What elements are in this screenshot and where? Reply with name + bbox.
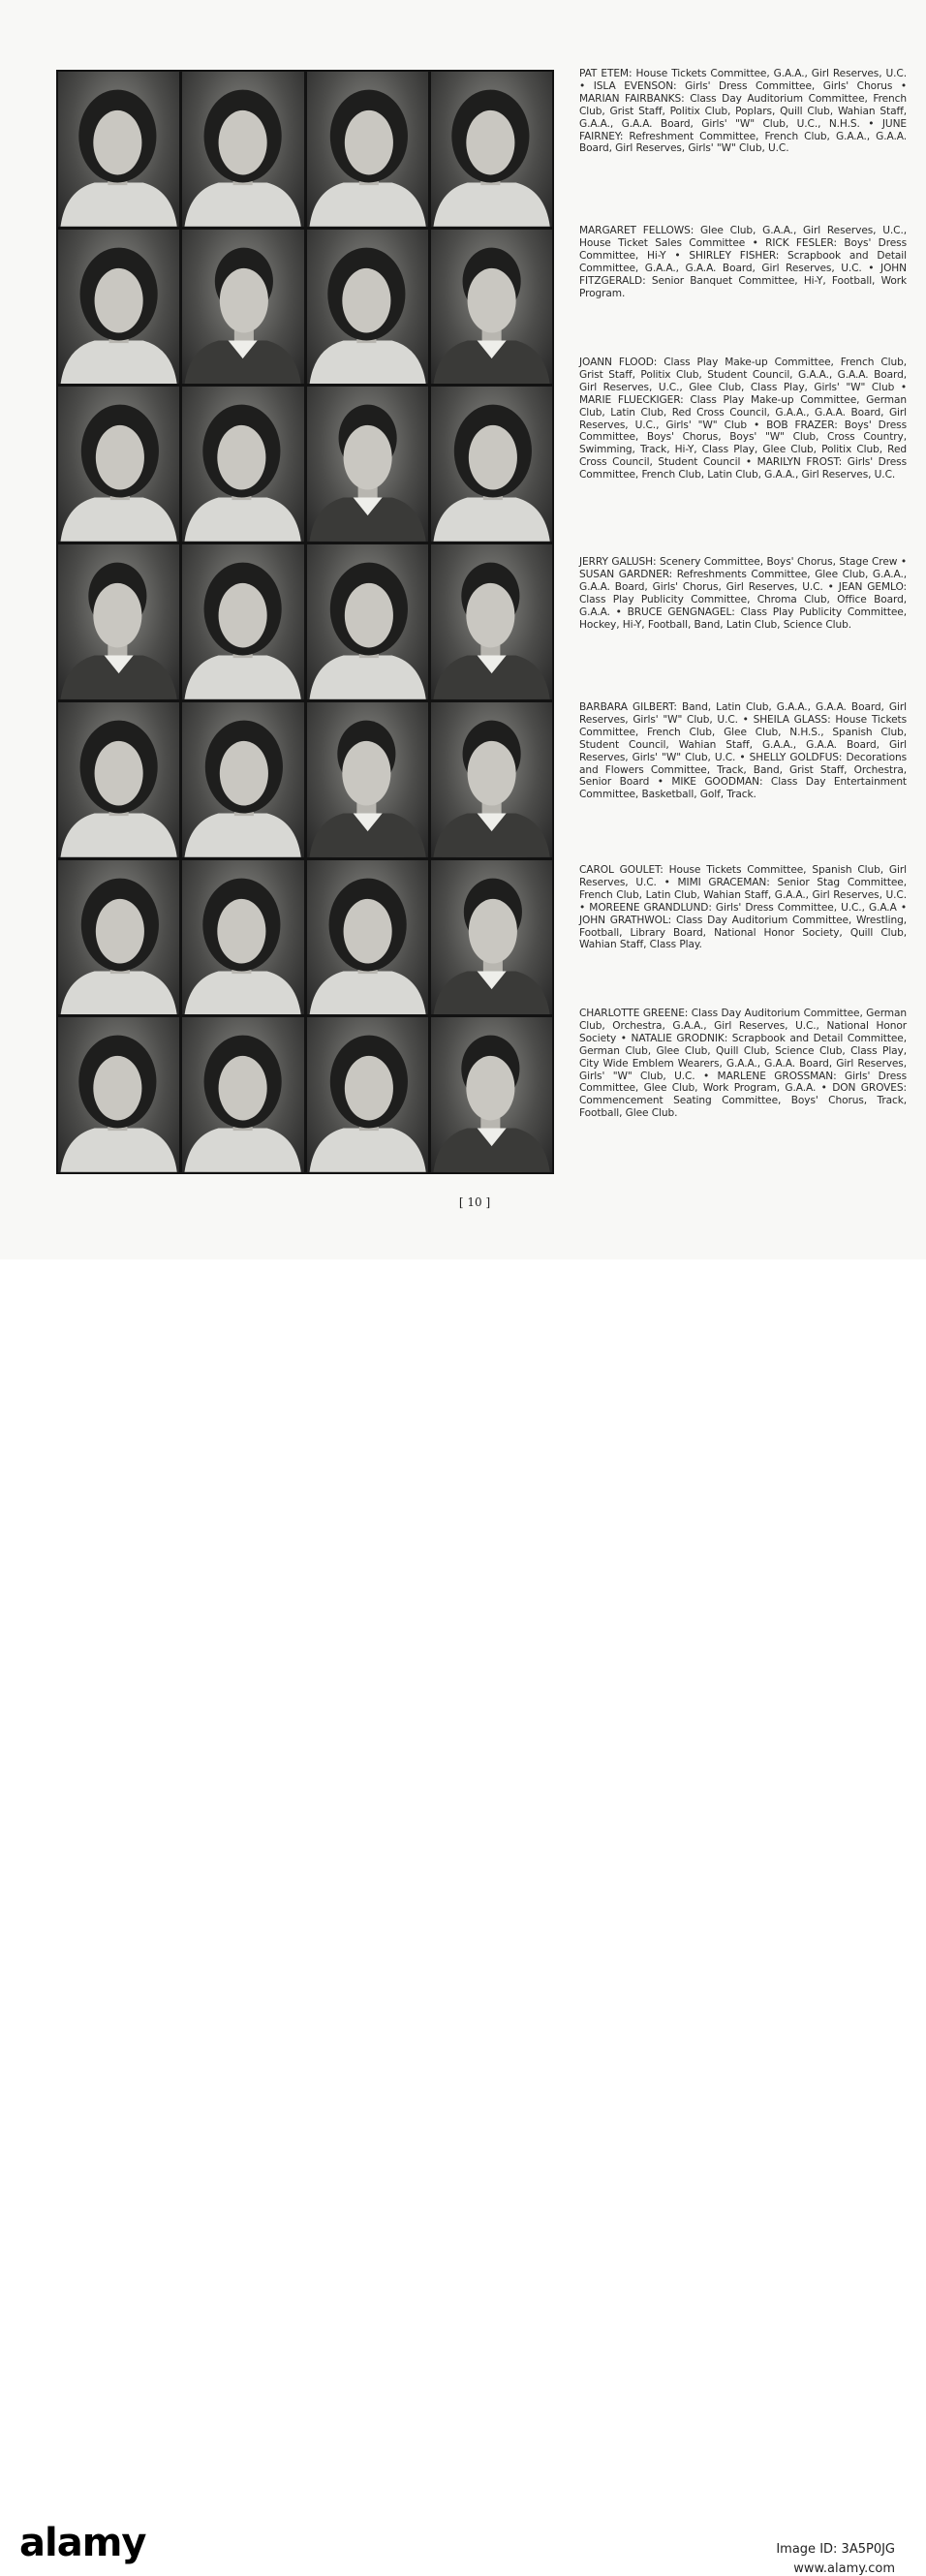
stock-url: www.alamy.com (793, 2561, 895, 2576)
student-portrait (307, 387, 428, 542)
page-number: [ 10 ] (458, 1195, 491, 1209)
student-portrait (58, 72, 179, 227)
entry-block: CHARLOTTE GREENE: Class Day Auditorium Committee, German Club, Orchestra, G.A.A., Girl Reserves, U.C., National Honor Society • NATALIE GRODNIK: Scrapbook and Detail Committee, German Club, Glee Club, Quill Club, Science Club, Class Play, City Wide Emblem Wearers, G.A.A., G.A.A. Board, Girl Reserves, Girls' "W" Club, U.C. • MARLENE GROSSMAN: Girls' Dress Committee, Glee Club, Work Program, G.A.A. • DON GROVES: Commencement Seating Committee, Boys' Chorus, Track, Football, Glee Club. (579, 1008, 907, 1120)
student-portrait (307, 702, 428, 857)
student-portrait (58, 1017, 179, 1172)
student-portrait (431, 702, 552, 857)
portrait-grid (56, 70, 554, 1174)
student-portrait (182, 702, 303, 857)
stock-image-id: Image ID: 3A5P0JG (776, 2542, 895, 2557)
student-portrait (431, 544, 552, 699)
student-portrait (431, 387, 552, 542)
entry-block: JERRY GALUSH: Scenery Committee, Boys' Chorus, Stage Crew • SUSAN GARDNER: Refreshments Committee, Glee Club, G.A.A., G.A.A. Board, Girls' Chorus, Girl Reserves, U.C. • JEAN GEMLO: Class Play Publicity Committee, Chroma Club, Office Board, G.A.A. • BRUCE GENGNAGEL: Class Play Publicity Committee, Hockey, Hi-Y, Football, Band, Latin Club, Science Club. (579, 556, 907, 631)
alamy-logo: alamy (19, 2521, 146, 2565)
student-portrait (182, 544, 303, 699)
student-portrait (307, 860, 428, 1015)
student-portrait (182, 387, 303, 542)
entry-block: MARGARET FELLOWS: Glee Club, G.A.A., Girl Reserves, U.C., House Ticket Sales Committee • RICK FESLER: Boys' Dress Committee, Hi-Y • SHIRLEY FISHER: Scrapbook and Detail Committee, G.A.A., G.A.A. Board, Girl Reserves, U.C. • JOHN FITZGERALD: Senior Banquet Committee, Hi-Y, Football, Work Program. (579, 225, 907, 299)
student-portrait (307, 72, 428, 227)
student-portrait (58, 230, 179, 385)
student-portrait (182, 72, 303, 227)
student-portrait (431, 1017, 552, 1172)
student-portrait (431, 860, 552, 1015)
student-portrait (182, 230, 303, 385)
student-portrait (58, 860, 179, 1015)
entry-block: JOANN FLOOD: Class Play Make-up Committee, French Club, Grist Staff, Politix Club, Student Council, G.A.A., G.A.A. Board, Girl Reserves, U.C., Glee Club, Class Play, Girls' "W" Club • MARIE FLUECKIGER: Class Play Make-up Committee, German Club, Latin Club, Red Cross Council, G.A.A., G.A.A. Board, Girl Reserves, U.C., Girls' "W" Club • BOB FRAZER: Boys' Dress Committee, Boys' Chorus, Boys' "W" Club, Cross Country, Swimming, Track, Hi-Y, Class Play, Glee Club, Politix Club, Red Cross Council, Student Council • MARILYN FROST: Girls' Dress Committee, French Club, Latin Club, G.A.A., Girl Reserves, U.C. (579, 357, 907, 481)
student-portrait (307, 544, 428, 699)
student-portrait (182, 860, 303, 1015)
student-portrait (307, 1017, 428, 1172)
student-portrait (182, 1017, 303, 1172)
yearbook-page (0, 0, 926, 1259)
stock-watermark-footer (0, 1259, 926, 2576)
student-portrait (58, 544, 179, 699)
entry-block: BARBARA GILBERT: Band, Latin Club, G.A.A., G.A.A. Board, Girl Reserves, Girls' "W" Club, U.C. • SHEILA GLASS: House Tickets Committee, French Club, Glee Club, N.H.S., Spanish Club, Student Council, Wahian Staff, G.A.A., G.A.A. Board, Girl Reserves, Girls' "W" Club, U.C. • SHELLY GOLDFUS: Decorations and Flowers Committee, Track, Band, Grist Staff, Orchestra, Senior Board • MIKE GOODMAN: Class Day Entertainment Committee, Basketball, Golf, Track. (579, 701, 907, 801)
student-portrait (431, 230, 552, 385)
student-portrait (431, 72, 552, 227)
student-portrait (58, 387, 179, 542)
entry-block: CAROL GOULET: House Tickets Committee, Spanish Club, Girl Reserves, U.C. • MIMI GRACEMAN: Senior Stag Committee, French Club, Latin Club, Wahian Staff, G.A.A., Girl Reserves, U.C. • MOREENE GRANDLUND: Girls' Dress Committee, U.C., G.A.A • JOHN GRATHWOL: Class Day Auditorium Committee, Wrestling, Football, Library Board, National Honor Society, Quill Club, Wahian Staff, Class Play. (579, 864, 907, 951)
entry-block: PAT ETEM: House Tickets Committee, G.A.A., Girl Reserves, U.C. • ISLA EVENSON: Girls' Dress Committee, Girls' Chorus • MARIAN FAIRBANKS: Class Day Auditorium Committee, French Club, Grist Staff, Politix Club, Poplars, Quill Club, Wahian Staff, G.A.A., G.A.A. Board, Girls' "W" Club, U.C., N.H.S. • JUNE FAIRNEY: Refreshment Committee, French Club, G.A.A., G.A.A. Board, Girl Reserves, Girls' "W" Club, U.C. (579, 68, 907, 155)
student-portrait (58, 702, 179, 857)
student-portrait (307, 230, 428, 385)
